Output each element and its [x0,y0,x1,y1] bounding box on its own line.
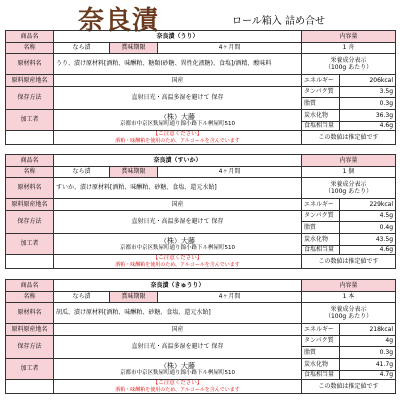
origin-label: 原料原産地名 [6,75,54,87]
category-value: なら漬 [54,43,110,54]
nutrient-value: 229kcal [340,199,396,211]
origin-label: 原料原産地名 [6,324,54,336]
product-label-1 [5,30,396,145]
nutrient-value: 218kcal [340,324,396,336]
product-label-3 [5,279,396,394]
contents-value: 1 本 [302,292,396,303]
caution-cell [54,380,302,394]
best-before-value: 4ヶ月間 [158,292,302,303]
nutrition-per: （100g あたり） [324,313,373,320]
ingredients-label: 原材料名 [6,303,54,324]
nutrient-value: 43.5g [340,234,396,246]
storage-value: 直射日光・高温多湿を避けて 保存 [54,336,302,359]
contents-label: 内容量 [302,31,396,43]
nutrient-label: 炭水化物 [302,234,340,246]
nutrient-value: 36.3g [340,110,396,122]
ingredients-value: すいか、漬け原材料[酒粕、味醂粕、砂糖、食塩、還元水飴] [54,178,302,199]
product-name-value: 奈良漬（きゅうり） [54,280,302,292]
nutrient-value: 4g [340,336,396,347]
name-label: 名称 [6,43,54,54]
caution-spacer [6,255,54,269]
nutrition-title: 栄養成分表示 [330,56,367,64]
storage-label: 保存方法 [6,211,54,234]
nutrient-label: タンパク質 [302,336,340,347]
nutrient-value: 0.3g [340,347,396,359]
estimate-note: この数値は推定値です [302,255,396,269]
origin-value: 国産 [54,199,302,211]
nutrient-value: 0.4g [340,222,396,234]
nutrient-label: 脂質 [302,98,340,110]
caution-spacer [6,131,54,145]
nutrient-label: エネルギー [302,324,340,336]
processor-address: 京都市中京区麩屋町通り錦小路下ル桝屋町510 [120,244,235,251]
caution-text: 酒粕・味醂粕を使用のため、アルコールを含んでいます [115,261,240,268]
origin-label: 原料原産地名 [6,199,54,211]
processor-name: （株）大藤 [160,236,195,245]
brand-title: 奈良漬 [78,6,160,36]
nutrient-label: エネルギー [302,75,340,87]
processor-label: 加工者 [6,359,54,380]
nutrient-value: 0.3g [340,98,396,110]
ingredients-label: 原材料名 [6,178,54,199]
product-name-label: 商品名 [6,280,54,292]
nutrient-label: 脂質 [302,222,340,234]
best-before-label: 賞味期限 [110,292,158,303]
best-before-value: 4ヶ月間 [158,167,302,178]
contents-value: 1 個 [302,167,396,178]
processor-label: 加工者 [6,110,54,131]
nutrient-label: 炭水化物 [302,110,340,122]
nutrient-label: 炭水化物 [302,359,340,371]
nutrient-label: 食塩相当量 [302,246,340,255]
product-name-value: 奈良漬（うり） [54,31,302,43]
ingredients-value: 胡瓜、漬け原材料[酒粕、味醂粕、砂糖、食塩、還元水飴] [54,303,302,324]
caution-cell [54,255,302,269]
nutrition-per: （100g あたり） [324,64,373,71]
contents-value: 1 舟 [302,43,396,54]
caution-label: 【ご注意ください】 [152,255,203,261]
name-label: 名称 [6,292,54,303]
processor-label: 加工者 [6,234,54,255]
nutrient-label: タンパク質 [302,87,340,98]
nutrient-value: 4.7g [340,371,396,380]
processor-address: 京都市中京区麩屋町通り錦小路下ル桝屋町510 [120,120,235,127]
estimate-note: この数値は推定値です [302,131,396,145]
best-before-value: 4ヶ月間 [158,43,302,54]
processor-value [54,110,302,131]
nutrient-label: 脂質 [302,347,340,359]
nutrient-value: 4.6g [340,122,396,131]
product-name-label: 商品名 [6,31,54,43]
caution-label: 【ご注意ください】 [152,380,203,386]
nutrient-label: 食塩相当量 [302,371,340,380]
contents-label: 内容量 [302,155,396,167]
caution-text: 酒粕・味醂粕を使用のため、アルコールを含んでいます [115,386,240,393]
nutrient-value: 41.7g [340,359,396,371]
processor-value [54,359,302,380]
storage-label: 保存方法 [6,87,54,110]
storage-label: 保存方法 [6,336,54,359]
nutrition-header [302,303,396,324]
processor-name: （株）大藤 [160,112,195,121]
nutrition-title: 栄養成分表示 [330,305,367,313]
nutrition-header [302,54,396,75]
best-before-label: 賞味期限 [110,43,158,54]
processor-address: 京都市中京区麩屋町通り錦小路下ル桝屋町510 [120,369,235,376]
caution-text: 酒粕・味醂粕を使用のため、アルコールを含んでいます [115,137,240,144]
product-name-value: 奈良漬（すいか） [54,155,302,167]
ingredients-label: 原材料名 [6,54,54,75]
storage-value: 直射日光・高温多湿を避けて 保存 [54,211,302,234]
nutrition-header [302,178,396,199]
nutrient-value: 206kcal [340,75,396,87]
nutrition-per: （100g あたり） [324,188,373,195]
processor-name: （株）大藤 [160,361,195,370]
nutrition-title: 栄養成分表示 [330,180,367,188]
product-label-2 [5,154,396,269]
nutrient-value: 3.5g [340,87,396,98]
category-value: なら漬 [54,167,110,178]
storage-value: 直射日光・高温多湿を避けて 保存 [54,87,302,110]
caution-label: 【ご注意ください】 [152,131,203,137]
nutrient-label: 食塩相当量 [302,122,340,131]
nutrient-value: 4.6g [340,246,396,255]
product-name-label: 商品名 [6,155,54,167]
nutrient-label: タンパク質 [302,211,340,222]
origin-value: 国産 [54,324,302,336]
ingredients-value: うり、漬け原材料[酒粕、味醂粕、糖類(砂糖、異性化液糖)、食塩]/酒精、酸味料 [54,54,302,75]
nutrient-value: 4.5g [340,211,396,222]
processor-value [54,234,302,255]
category-value: なら漬 [54,292,110,303]
best-before-label: 賞味期限 [110,167,158,178]
caution-cell [54,131,302,145]
page-subtitle: ロール箱入 詰め合せ [232,16,325,27]
contents-label: 内容量 [302,280,396,292]
nutrient-label: エネルギー [302,199,340,211]
estimate-note: この数値は推定値です [302,380,396,394]
origin-value: 国産 [54,75,302,87]
caution-spacer [6,380,54,394]
name-label: 名称 [6,167,54,178]
